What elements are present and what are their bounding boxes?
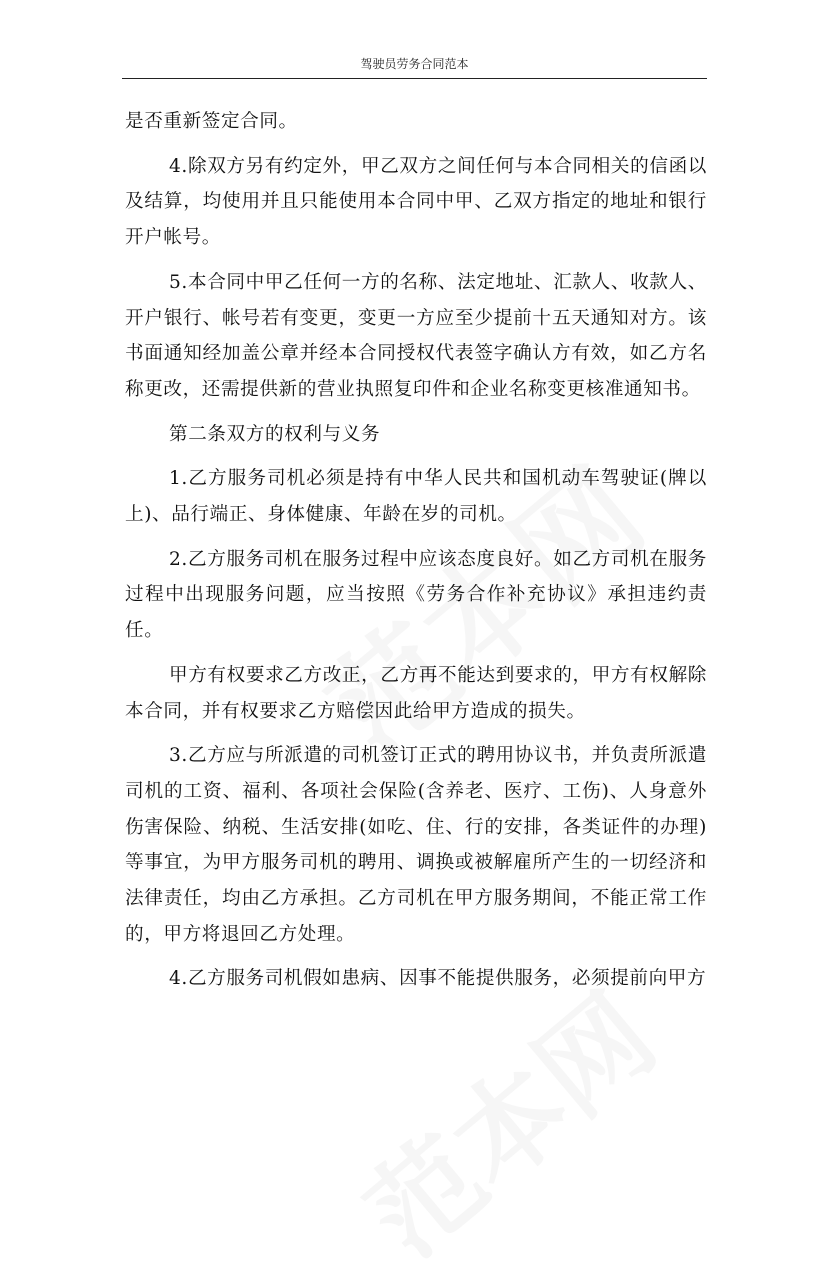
paragraph: 1.乙方服务司机必须是持有中华人民共和国机动车驾驶证(牌以上)、品行端正、身体健康、年龄在岁的司机。 [125,468,707,526]
paragraph: 甲方有权要求乙方改正，乙方再不能达到要求的，甲方有权解除本合同，并有权要求乙方赔偿因此给甲方造成的损失。 [125,664,707,722]
paragraph: 5.本合同中甲乙任何一方的名称、法定地址、汇款人、收款人、开户银行、帐号若有变更，变更一方应至少提前十五天通知对方。该书面通知经加盖公章并经本合同授权代表签字确认方有效，如乙方名称更改，还需提供新的营业执照复印件和企业名称变更核准通知书。 [125,271,707,400]
paragraph: 是否重新签定合同。 [125,111,298,132]
header-title: 驾驶员劳务合同范本 [360,57,469,71]
paragraph: 4.乙方服务司机假如患病、因事不能提供服务，必须提前向甲方 [169,968,707,990]
section-heading: 第二条双方的权利与义务 [169,423,381,445]
paragraph: 2.乙方服务司机在服务过程中应该态度良好。如乙方司机在服务过程中出现服务问题，应当按照《劳务合作补充协议》承担违约责任。 [125,548,707,642]
document-body [125,104,707,1006]
paragraph: 3.乙方应与所派遣的司机签订正式的聘用协议书，并负责所派遣司机的工资、福利、各项社会保险(含养老、医疗、工伤)、人身意外伤害保险、纳税、生活安排(如吃、住、行的安排，各类证件的办理)等事宜，为甲方服务司机的聘用、调换或被解雇所产生的一切经济和法律责任，均由乙方承担。乙方司机在甲方服务期间，不能正常工作的，甲方将退回乙方处理。 [125,745,707,945]
paragraph: 4.除双方另有约定外，甲乙双方之间任何与本合同相关的信函以及结算，均使用并且只能使用本合同中甲、乙双方指定的地址和银行开户帐号。 [125,155,707,249]
page-header [122,56,707,79]
